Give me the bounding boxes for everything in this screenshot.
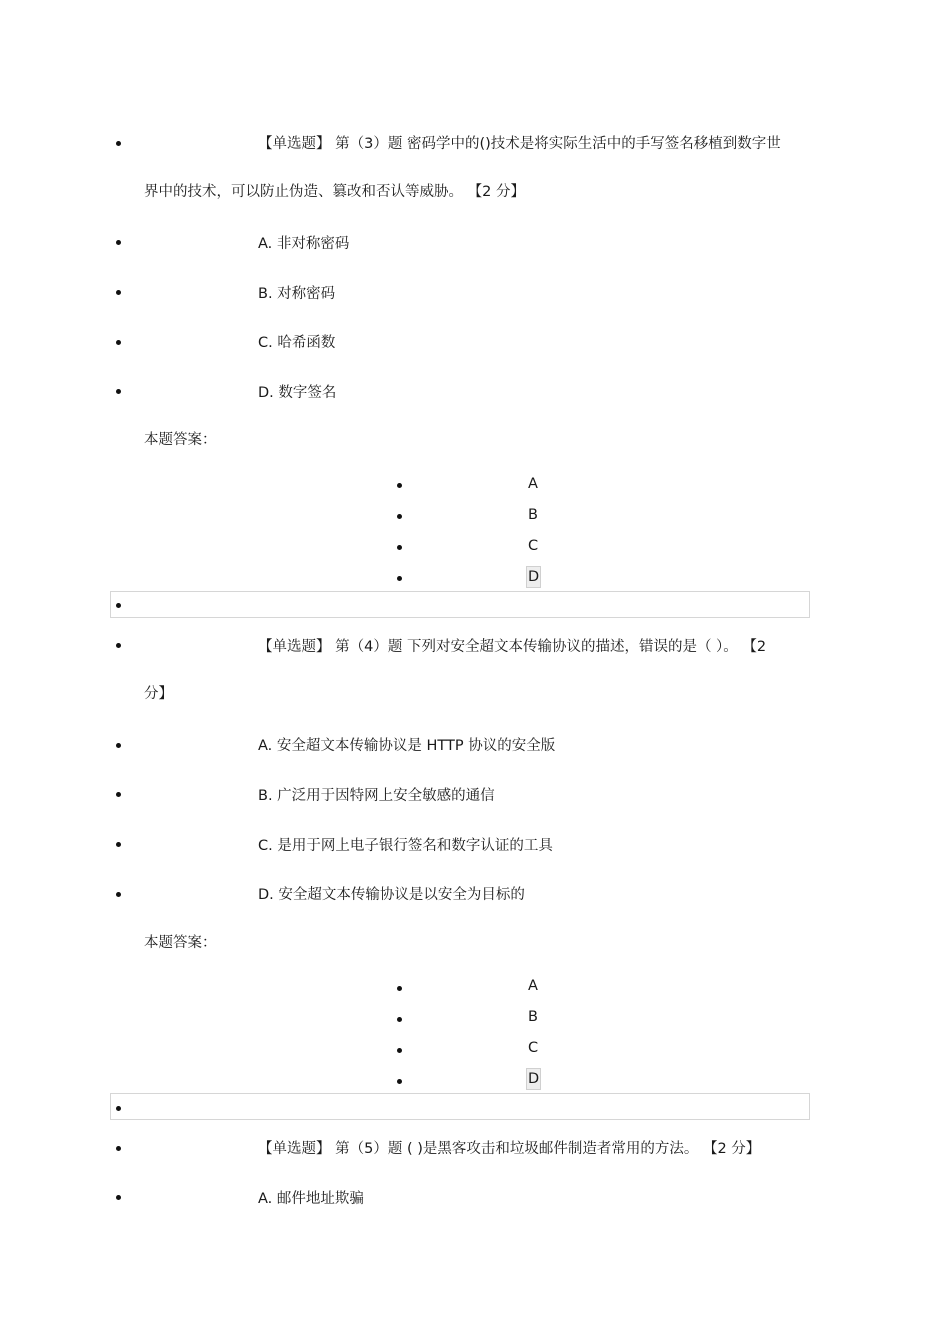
question-3-title-line1: 【单选题】 第（3）题 密码学中的()技术是将实际生活中的手写签名移植到数字世 bbox=[258, 136, 781, 152]
bullet bbox=[116, 603, 121, 608]
bullet bbox=[397, 1079, 402, 1084]
question-3-answer-c[interactable]: C bbox=[528, 538, 539, 554]
question-4-option-a[interactable]: A. 安全超文本传输协议是 HTTP 协议的安全版 bbox=[258, 738, 556, 754]
bullet bbox=[116, 389, 121, 394]
bullet bbox=[397, 576, 402, 581]
question-5-option-a[interactable]: A. 邮件地址欺骗 bbox=[258, 1191, 364, 1207]
question-4-answer-c[interactable]: C bbox=[528, 1040, 539, 1056]
question-4-answer-d[interactable] bbox=[526, 1068, 541, 1090]
bullet bbox=[116, 340, 121, 345]
bullet bbox=[116, 290, 121, 295]
bullet bbox=[116, 643, 121, 648]
bullet bbox=[397, 986, 402, 991]
separator-box bbox=[110, 591, 810, 618]
question-3-option-c[interactable]: C. 哈希函数 bbox=[258, 335, 336, 351]
bullet bbox=[397, 483, 402, 488]
question-4-answer-a[interactable]: A bbox=[528, 978, 538, 994]
bullet bbox=[397, 545, 402, 550]
bullet bbox=[116, 743, 121, 748]
bullet bbox=[116, 792, 121, 797]
question-4-option-c[interactable]: C. 是用于网上电子银行签名和数字认证的工具 bbox=[258, 838, 553, 854]
bullet bbox=[116, 141, 121, 146]
bullet bbox=[116, 240, 121, 245]
separator-box bbox=[110, 1093, 810, 1120]
question-3-option-b[interactable]: B. 对称密码 bbox=[258, 286, 336, 302]
bullet bbox=[397, 1048, 402, 1053]
question-4-option-b[interactable]: B. 广泛用于因特网上安全敏感的通信 bbox=[258, 788, 495, 804]
selected-answer: D bbox=[526, 1068, 541, 1090]
question-3-answer-a[interactable]: A bbox=[528, 476, 538, 492]
bullet bbox=[397, 514, 402, 519]
question-4-option-d[interactable]: D. 安全超文本传输协议是以安全为目标的 bbox=[258, 887, 525, 903]
question-4-title-line2: 分】 bbox=[144, 686, 173, 702]
bullet bbox=[116, 1146, 121, 1151]
bullet bbox=[116, 892, 121, 897]
question-3-option-a[interactable]: A. 非对称密码 bbox=[258, 236, 350, 252]
question-3-answer-d[interactable] bbox=[526, 566, 541, 588]
selected-answer: D bbox=[526, 566, 541, 588]
question-4-answer-label: 本题答案： bbox=[144, 935, 217, 951]
bullet bbox=[116, 1106, 121, 1111]
question-3-title-line2: 界中的技术，可以防止伪造、篡改和否认等威胁。 【2 分】 bbox=[144, 184, 525, 200]
question-4-answer-b[interactable]: B bbox=[528, 1009, 538, 1025]
bullet bbox=[116, 1195, 121, 1200]
question-3-answer-b[interactable]: B bbox=[528, 507, 538, 523]
question-3-option-d[interactable]: D. 数字签名 bbox=[258, 385, 337, 401]
question-3-answer-label: 本题答案： bbox=[144, 432, 217, 448]
question-5-title-line1: 【单选题】 第（5）题 ( )是黑客攻击和垃圾邮件制造者常用的方法。 【2 分】 bbox=[258, 1141, 761, 1157]
question-4-title-line1: 【单选题】 第（4）题 下列对安全超文本传输协议的描述，错误的是（ ）。 【2 bbox=[258, 639, 767, 655]
bullet bbox=[116, 842, 121, 847]
bullet bbox=[397, 1017, 402, 1022]
